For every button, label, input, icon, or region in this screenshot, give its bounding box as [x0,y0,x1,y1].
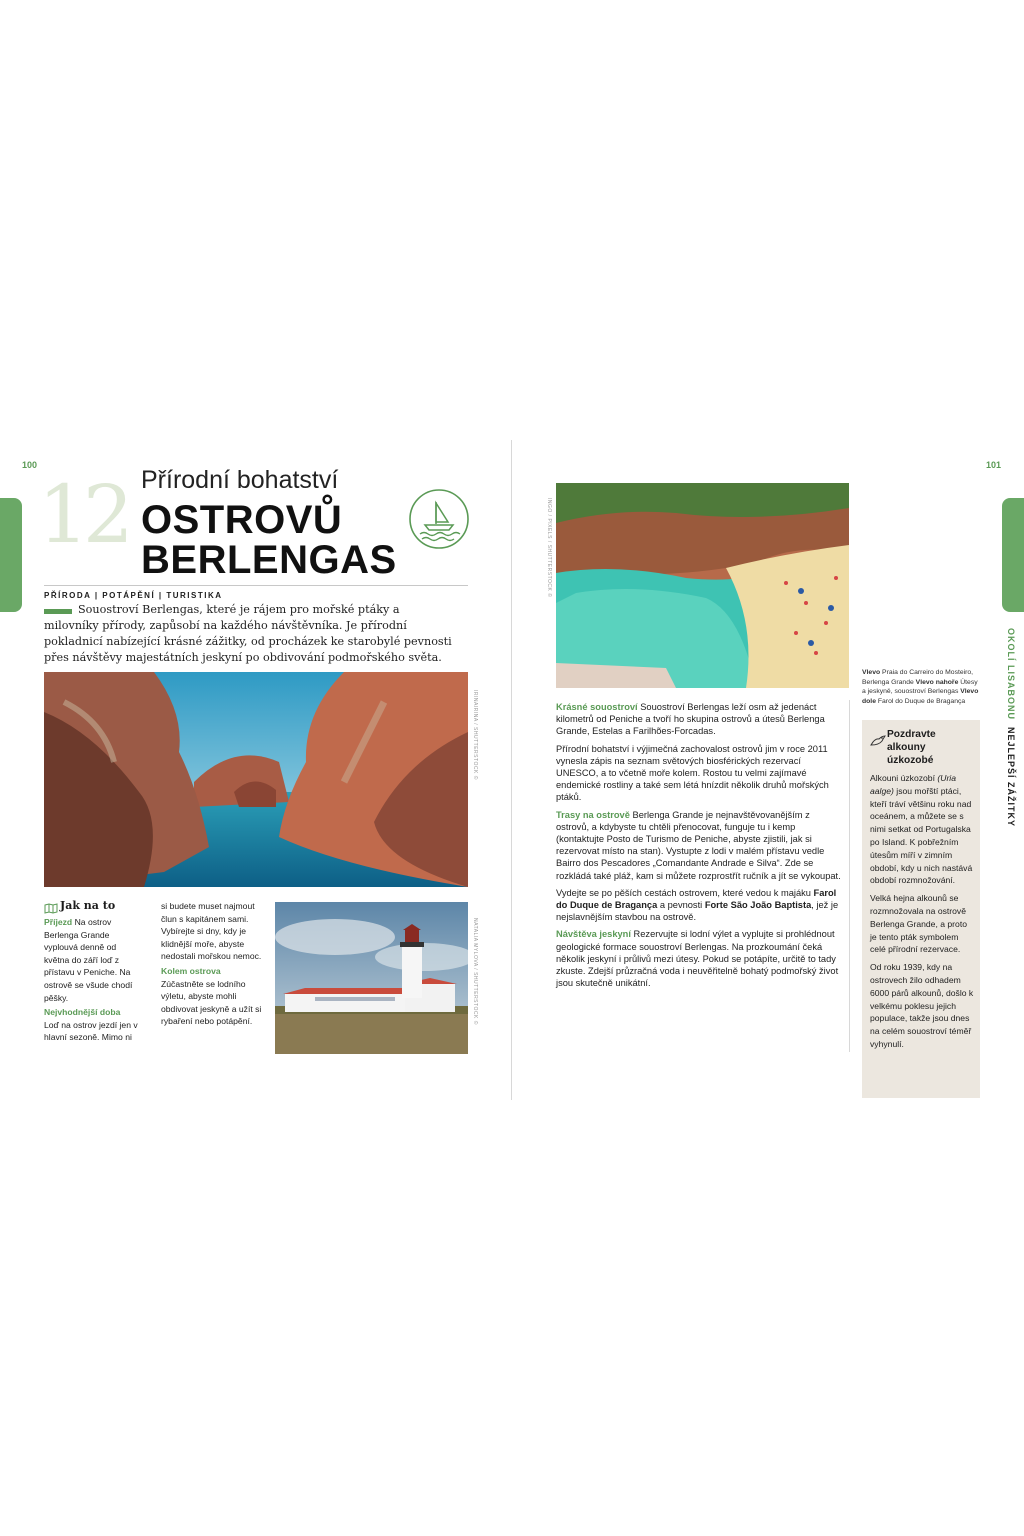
lighthouse-name: Farol do Duque de Bragança [556,887,837,911]
sidebar-para-2: Velká hejna alkounů se rozmnožovala na ostrově Berlenga Grande, a proto je tento pták symbolem celé přírodní rezervace. [870,893,967,955]
walk-text-1: Vydejte se po pěších cestách ostrovem, které vedou k majáku [556,887,811,898]
section-archipelago-text: Souostroví Berlengas leží osm až jedenáct kilometrů od Peniche a tvoří ho skupina ostrovů a útesů Berlenga Grande, Estelas a Farilhões-Forcadas. [556,702,825,737]
sidebar-para-1b: jsou mořští ptáci, kteří tráví většinu roku nad oceánem, a můžete se s nimi setkat od Portugalska po Island. K pobřežním útesům míří v zimním období, kdy u nich nastává období rozmnožování. [870,785,973,886]
title-line-3: BERLENGAS [141,538,397,582]
sidebar-latin-name: (Uria aalge) [870,773,956,796]
beach-photo [556,483,849,688]
intro-paragraph: Souostroví Berlengas, které je rájem pro mořské ptáky a milovníky přírody, zapůsobí na každého návštěvníka. Je přírodní pokladnicí nabízející krásné zážitky, od procházek ke starobylé pevnosti přes návštěvy majestátních jeskyní po obdivování podmořského světa. [44,603,452,664]
photo-credit-2: NATALIA MYLOVA / SHUTTERSTOCK © [472,918,478,1025]
sidebar-body [870,772,976,1051]
caption-3-text: Farol do Duque de Bragança [877,697,966,705]
caption-3-lead: Vlevo dole [862,688,979,705]
photo-credit-3: INGO / PIXELS / SHUTTERSTOCK © [546,498,552,598]
boat-icon [408,488,470,550]
sidebar-para-1 [870,772,976,887]
title-line-2: OSTROVŮ [141,498,343,542]
section-trails-text: Berlenga Grande je nejnavštěvovanějším z ostrovů, a kdybyste tu chtěli přenocovat, funguje tu i kemp (kontaktujte Posto de Turismo de Peniche, abyste zjistili, jak si rezervovat místo na stan). Vystupte z lodi v malém přístavu vedle Bairro dos Pescadores „Comandante Andrade e Silva“. Zde se rozkládá také pláž, kam si můžete rozprostřít ručník a jít se vykoupat. [556,809,841,881]
section-trails-lead: Trasy na ostrově [556,809,630,820]
howto-around-lead: Kolem ostrova [161,965,221,976]
caption-1-text: Praia do Carreiro do Mosteiro, Berlenga Grande [862,669,974,686]
caption-2-lead: Vlevo nahoře [915,678,959,686]
fortress-name: Forte São João Baptista [704,900,812,911]
howto-season-lead: Nejvhodnější doba [44,1007,121,1018]
howto-season-text: Loď na ostrov jezdí jen v hlavní sezoně. Mimo ni [44,1019,138,1043]
left-chapter-tab [0,498,22,612]
title-rule [44,585,468,586]
walk-text-2: a pevnosti [659,900,703,911]
categories: PŘÍRODA | POTÁPĚNÍ | TURISTIKA [44,591,223,600]
running-head-label: NEJLEPŠÍ ZÁŽITKY [1006,727,1016,828]
howto-season-continued: si budete muset najmout člun s kapitánem sami. Vybírejte si dny, kdy je klidnější moře, abyste nedostali mořskou nemoc. [161,901,262,962]
title-line-1: Přírodní bohatství [141,466,339,494]
sidebar-title: Pozdravte alkouny úzkozobé [887,729,936,766]
section-archipelago [556,701,842,738]
right-chapter-tab [1002,498,1024,612]
howto-around-text: Zúčastněte se lodního výletu, abyste mohli obdivovat jeskyně a užít si rybaření nebo potápění. [161,978,262,1027]
cliffs-photo [44,672,468,887]
section-caves-lead: Návštěva jeskyní [556,929,631,940]
lighthouse-photo [275,902,468,1054]
right-page-number: 101 [986,460,1002,470]
left-page-number: 100 [22,460,38,470]
section-archipelago-lead: Krásné souostroví [556,702,638,712]
page-gutter [511,440,512,1100]
caption-1-lead: Vlevo [862,669,881,676]
howto-arrival-text: Na ostrov Berlenga Grande vyplouvá denně od května do září loď z přístavu v Peniche. Na ostrově se všude chodí pěšky. [44,917,133,1003]
photo-captions [862,668,980,706]
walk-text-3: , jež je nejslavnějším stavbou na ostrově. [556,900,839,923]
bird-icon [870,733,886,747]
howto-column-2 [161,900,263,1028]
section-trails [556,809,842,882]
howto-column-1 [44,916,142,1044]
caption-2-text: Útesy a jeskyně, souostroví Berlengas [862,678,978,695]
howto-arrival-lead: Příjezd [44,917,73,927]
running-head-section: OKOLÍ LISABONU [1006,628,1016,720]
section-caves-text: Rezervujte si lodní výlet a vyplujte si prohlédnout geologické formace souostroví Berlengas. Na prozkoumání čeká několik jeskyní i průlivů mezi útesy. Pokud se potápíte, určitě to tady zkuste. Zdejší průzračná voda i neuvěřitelně bohatý podmořský život jsou skutečně unikátní. [556,929,839,989]
section-unesco-text: Přírodní bohatství i výjimečná zachovalost ostrovů jim v roce 2011 vynesla zápis na seznam světových biosférických rezervací UNESCO, a to včetně moře kolem. Rostou tu velmi zajímavé endemické rostliny a také sem létá hnízdit několik druhů mořských ptáků. [556,743,829,803]
running-head [1006,628,1016,827]
photo-credit-1: IRINAIRINA / SHUTTERSTOCK © [472,690,478,780]
sidebar-para-1a: Alkouni úzkozobí [870,773,935,783]
sidebar-para-3: Od roku 1939, kdy na ostrovech žilo odhadem 6000 párů alkounů, došlo k velkému poklesu jejich populace, takže jsou dnes na celém souostroví téměř vyhynulí. [870,962,974,1049]
howto-title: Jak na to [60,899,116,912]
chapter-number: 12 [38,468,128,561]
article-body [556,701,842,994]
section-walk [556,887,842,924]
section-caves [556,928,842,989]
map-icon [44,901,58,912]
column-rule [849,700,850,1052]
section-unesco [556,743,842,804]
